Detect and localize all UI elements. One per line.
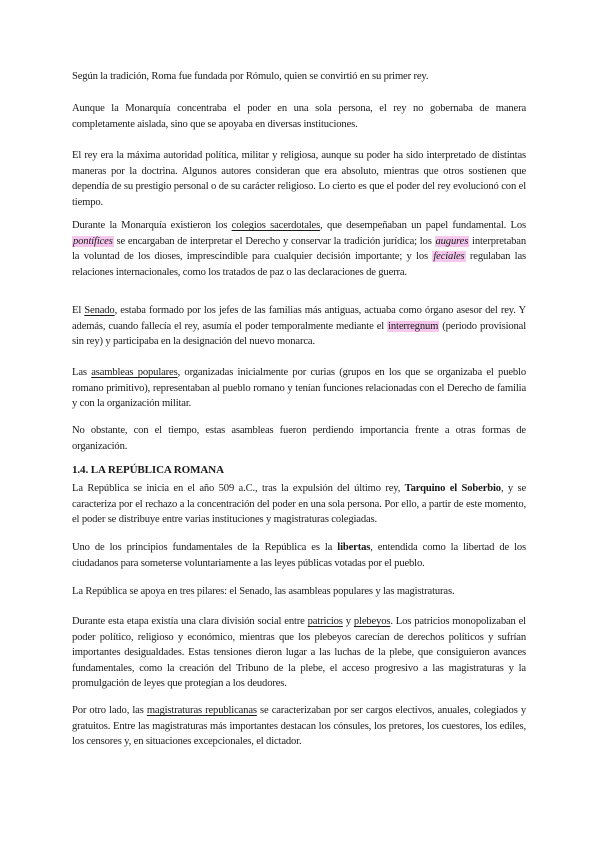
text-run: Las [72,367,92,378]
paragraph-republic-start [72,481,526,528]
text-run: interpretaban la voluntad de los dioses, imprescindible para cualquier decisión importante; y los [72,235,526,263]
text-run: La República se inicia en el año 509 a.C., tras la expulsión del último rey, [72,483,405,494]
underlined-term: colegios sacerdotales [231,220,321,231]
paragraph-monarchy [72,101,526,132]
paragraph-founding [72,69,526,85]
paragraph-text: La República se apoya en tres pilares: el Senado, las asambleas populares y las magistraturas. [72,586,455,597]
paragraph-text: Aunque la Monarquía concentraba el poder en una sola persona, el rey no gobernaba de manera completamente aislada, sino que se apoyaba en diversas instituciones. [72,103,526,130]
text-run: Durante la Monarquía existieron los [72,220,232,231]
paragraph-senate [72,303,526,350]
paragraph-social-division [72,614,526,692]
text-run: Por otro lado, las [72,705,147,716]
text-run: , y se caracteriza por el rechazo a la concentración del poder en una sola persona. Por ello, a partir de este momento, el poder se distribuye entre varias instituciones y magistraturas colegiadas. [72,483,527,526]
text-run: Uno de los principios fundamentales de la República es la [72,542,338,553]
text-run: , organizadas inicialmente por curias (grupos en los que se organizaba el pueblo romano primitivo), representaban al pueblo romano y tenían funciones relacionadas con el Derecho de familia y con la organización militar. [72,367,526,410]
paragraph-magistracies [72,703,526,750]
underlined-term: magistraturas republicanas [146,705,257,716]
text-run: Durante esta etapa existía una clara división social entre [72,616,308,627]
highlighted-term: pontífices [73,235,113,247]
bold-term: libertas [337,542,371,553]
text-run: se encargaban de interpretar el Derecho y conservar la tradición jurídica; los [113,235,435,247]
text-run: se caracterizaban por ser cargos electivos, anuales, colegiados y gratuitos. Entre las magistraturas más importantes destacan los cónsules, los pretores, los cuestores, los ediles, los censores y, en situaciones excepcionales, el dictador. [72,705,526,748]
underlined-term: patricios [307,616,343,627]
text-run: regulaban las relaciones internacionales, como los tratados de paz o las declaraciones de guerra. [72,251,527,278]
underlined-term: Senado [84,305,115,316]
text-run: y [342,616,354,627]
text-run: . Los patricios monopolizaban el poder político, religioso y económico, mientras que los plebeyos carecían de derechos políticos y sufrían importantes desigualdades. Estas tensiones dieron lugar a las luchas de la plebe, que consiguieron avances fundamentales, como la creación del Tribuno de la plebe, el acceso progresivo a las magistraturas y la promulgación de leyes que protegían a los deudores. [72,616,526,690]
bold-term: Tarquino el Soberbio [404,483,501,494]
section-heading: 1.4. LA REPÚBLICA ROMANA [72,464,224,476]
text-run: , que desempeñaban un papel fundamental. Los [320,220,526,231]
paragraph-priestly-colleges [72,218,526,280]
paragraph-text: Según la tradición, Roma fue fundada por Rómulo, quien se convirtió en su primer rey. [72,71,429,82]
text-run: , entendida como la libertad de los ciudadanos para someterse voluntariamente a las leyes públicas votadas por el pueblo. [72,542,526,569]
paragraph-assemblies [72,365,526,412]
text-run: (periodo provisional sin rey) y participaba en la designación del nuevo monarca. [72,320,527,348]
highlighted-term: augures [435,235,469,247]
paragraph-libertas [72,540,526,571]
underlined-term: plebeyos [353,616,391,627]
highlighted-term: feciales [433,251,465,263]
paragraph-text: El rey era la máxima autoridad política, militar y religiosa, aunque su poder ha sido interpretado de distintas maneras por la doctrina. Algunos autores consideran que era absoluto, mientras que otros sostienen que dependía de su prestigio personal o de su carácter religioso. Lo cierto es que el poder del rey evolucionó con el tiempo. [72,150,526,208]
underlined-term: asambleas populares [91,367,178,378]
text-run: El [72,305,85,316]
paragraph-king [72,148,526,210]
highlighted-term: interregnum [388,320,439,332]
paragraph-decline [72,423,526,454]
paragraph-text: No obstante, con el tiempo, estas asambleas fueron perdiendo importancia frente a otras formas de organización. [72,425,526,452]
text-run: , estaba formado por los jefes de las familias más antiguas, actuaba como órgano asesor del rey. Y además, cuando fallecía el rey, asumía el poder temporalmente mediante el [72,305,526,332]
paragraph-pillars [72,584,526,600]
